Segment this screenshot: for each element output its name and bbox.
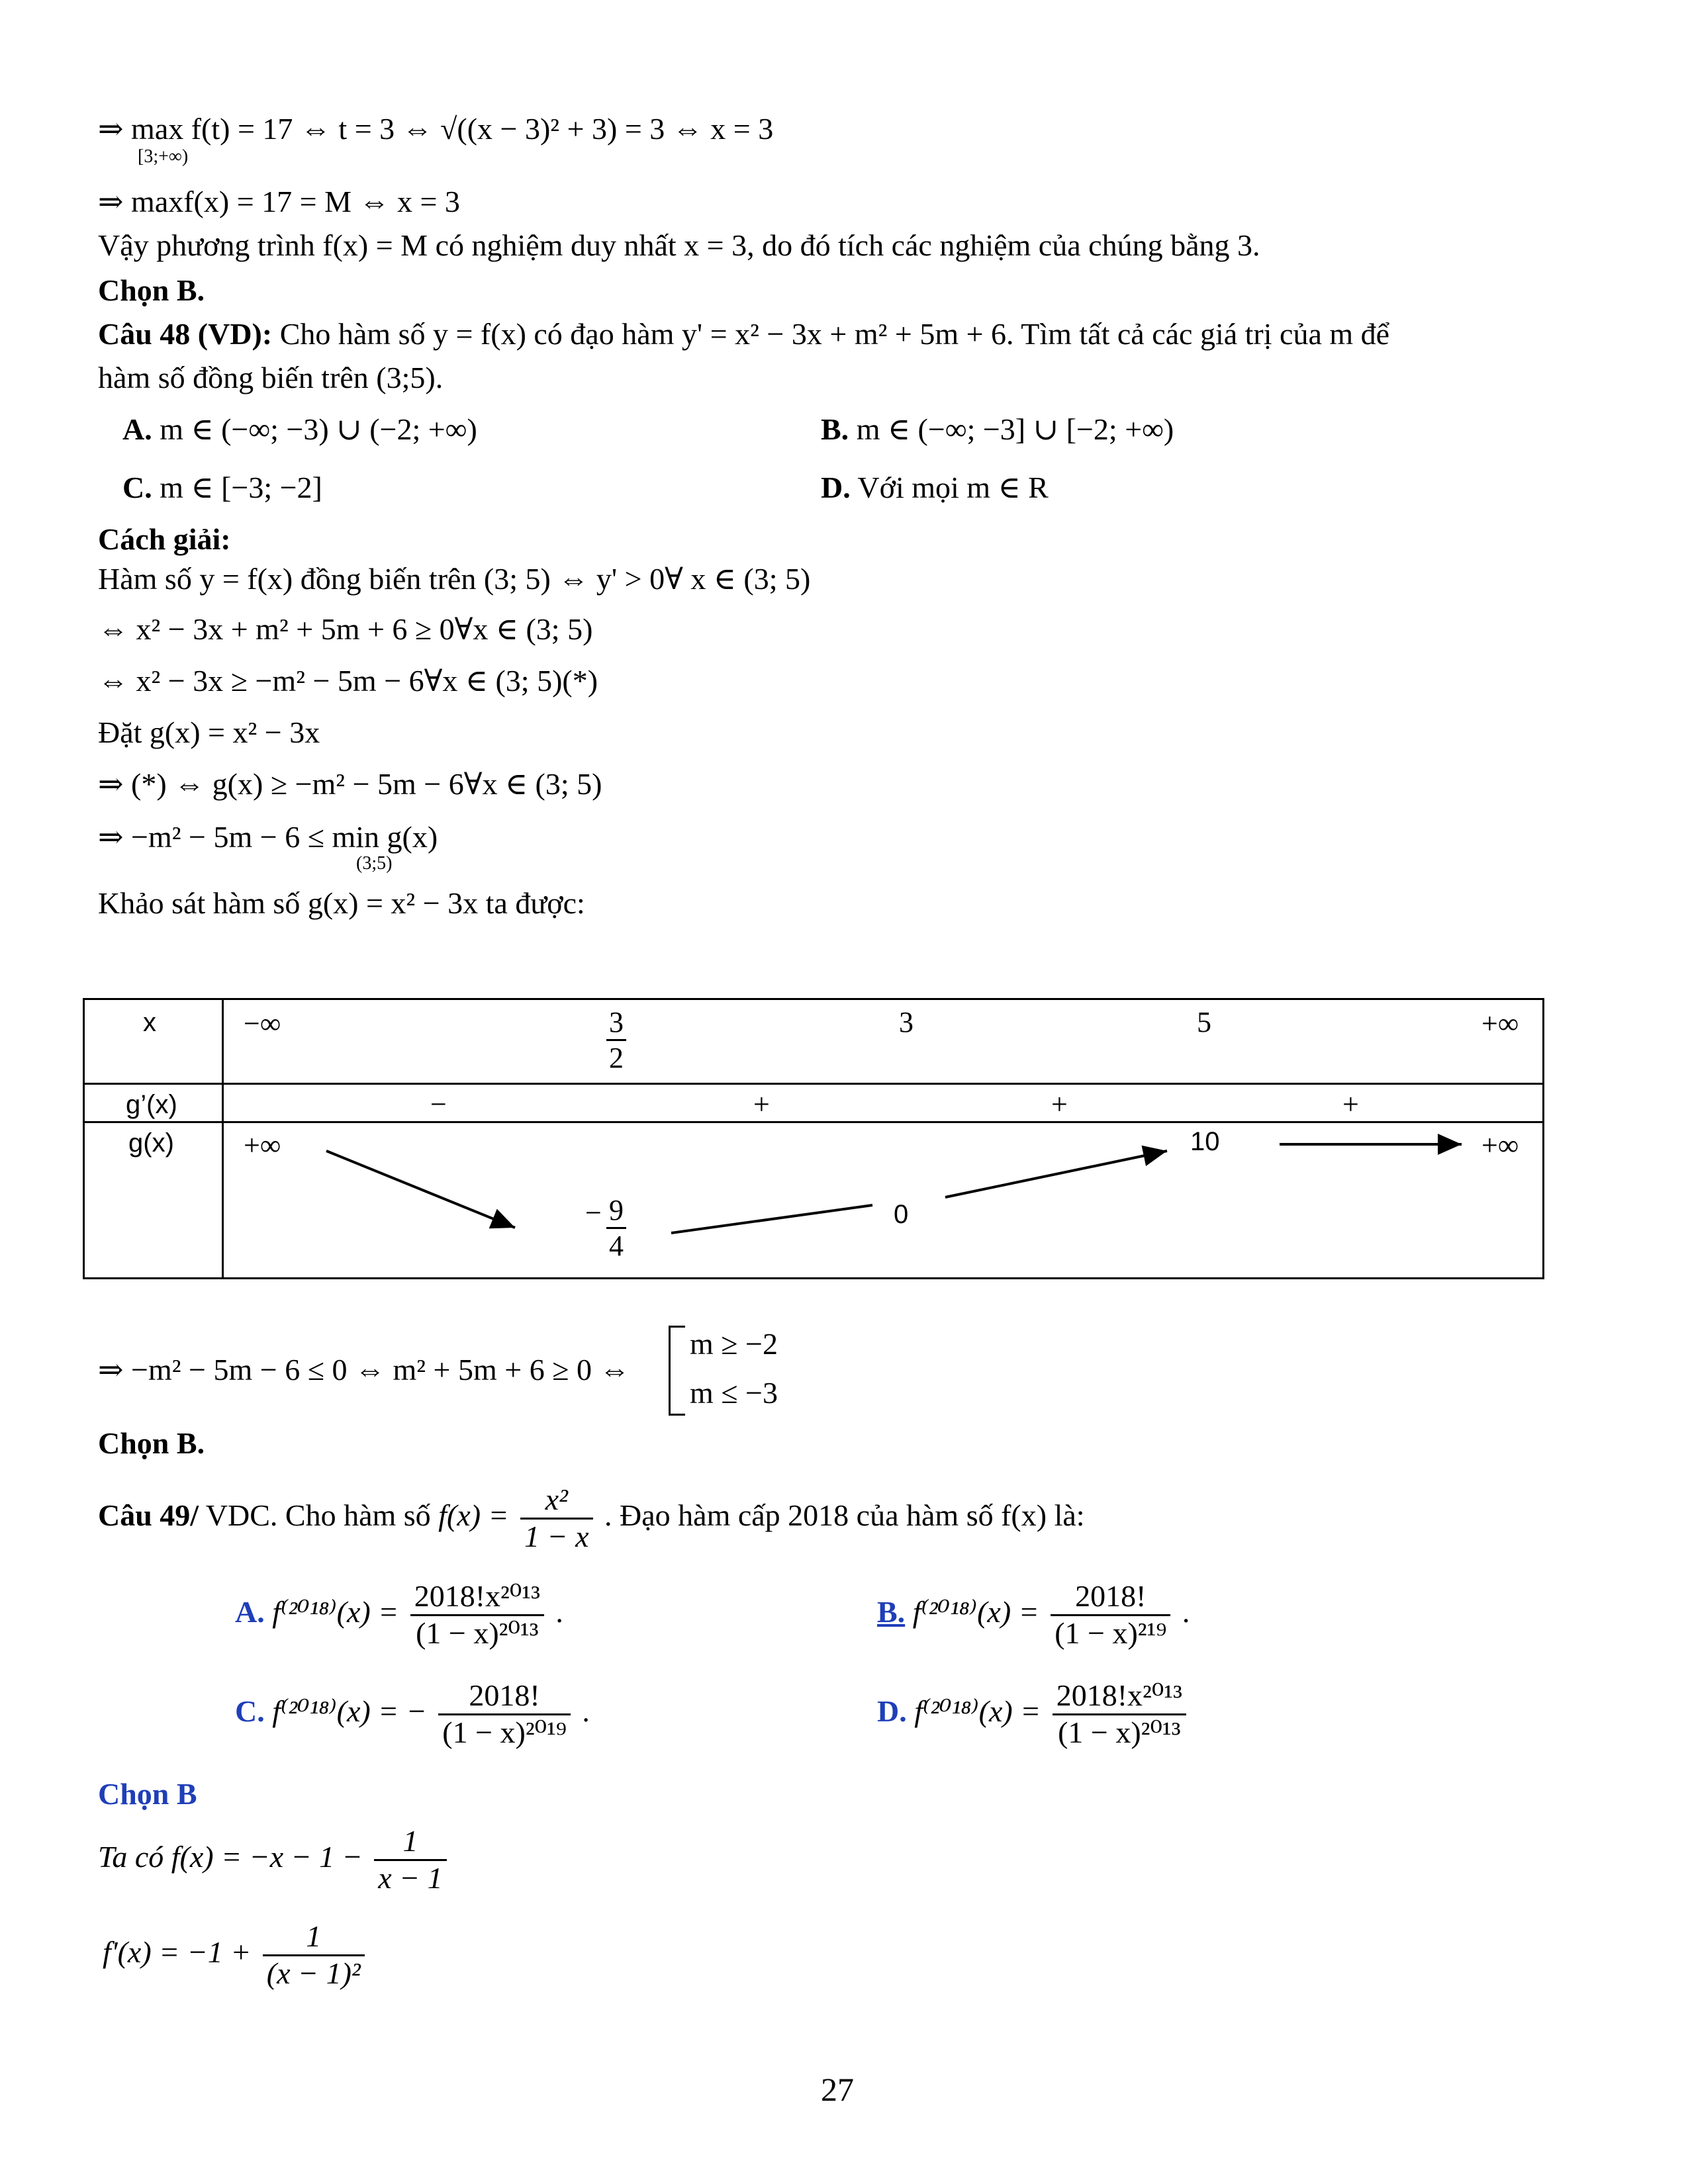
q49-label: Câu 49/	[98, 1498, 199, 1532]
row-x-label: x	[143, 1008, 156, 1037]
q49-b-label: B.	[877, 1594, 906, 1629]
derivative-den: (x − 1)²	[266, 1956, 361, 1990]
arrow-decrease	[326, 1151, 515, 1228]
q49-b-frac	[1051, 1579, 1170, 1651]
q49-option-b	[877, 1579, 1190, 1651]
q48-option-d	[821, 471, 1049, 505]
q49-c-label: C.	[235, 1694, 265, 1728]
q49-a-label: A.	[235, 1594, 265, 1629]
option-b-text: m ∈ (−∞; −3] ∪ [−2; +∞)	[856, 412, 1174, 446]
option-d-text: Với mọi m ∈ R	[857, 471, 1049, 504]
arrow-increase-1	[671, 1205, 872, 1233]
line-max-ft-subscript: [3;+∞)	[138, 146, 189, 167]
line-max-fx: ⇒ maxf(x) = 17 = M ⇔ x = 3	[98, 185, 460, 218]
solution-step-6: ⇒ −m² − 5m − 6 ≤ min g(x)	[98, 820, 438, 854]
ta-co-frac	[374, 1824, 446, 1896]
x-frac-den: 2	[609, 1042, 624, 1074]
ta-co-line	[98, 1824, 451, 1896]
q48-option-b	[821, 413, 1174, 447]
line-max-ft-text: ⇒ max f(t) = 17 ⇔ t = 3 ⇔ √((x − 3)² + 3) = 3 ⇔ x = 3	[98, 112, 774, 146]
ta-co-lhs: Ta có f(x) = −x − 1 −	[98, 1839, 363, 1874]
arrow-increase-2	[945, 1151, 1167, 1197]
q49-d-lhs: f⁽²⁰¹⁸⁾(x) =	[914, 1694, 1041, 1728]
g-value-pos-inf-right: +∞	[1481, 1129, 1519, 1161]
conclusion-sentence: Vậy phương trình f(x) = M có nghiệm duy nhất x = 3, do đó tích các nghiệm của chúng bằng 3.	[98, 228, 1260, 262]
g-value-10: 10	[1190, 1127, 1220, 1156]
bracket	[669, 1326, 685, 1416]
q48-line1	[98, 318, 1389, 351]
q49-d-num: 2018!x²⁰¹³	[1053, 1678, 1186, 1715]
q49-d-label: D.	[877, 1694, 907, 1728]
row-gprime-header	[84, 1084, 223, 1122]
x-value-three-halves	[606, 1005, 626, 1075]
q49-c-den: (1 − x)²⁰¹⁹	[442, 1715, 567, 1749]
q49-c-lhs: f⁽²⁰¹⁸⁾(x) = −	[272, 1694, 427, 1728]
q49-a-den: (1 − x)²⁰¹³	[416, 1615, 539, 1650]
x-value-5: 5	[1197, 1006, 1211, 1038]
q49-c-num: 2018!	[438, 1678, 571, 1715]
row-g-header	[84, 1122, 223, 1279]
q49-fraction	[520, 1482, 592, 1555]
row-x-values	[223, 999, 1544, 1084]
derivative-line	[103, 1919, 369, 1991]
solution-step-7: Khảo sát hàm số g(x) = x² − 3x ta được:	[98, 886, 585, 920]
q49-c-dot: .	[582, 1694, 590, 1728]
derivative-frac	[263, 1919, 365, 1991]
q49-den: 1 − x	[524, 1519, 589, 1553]
q49-b-den: (1 − x)²¹⁹	[1055, 1615, 1167, 1650]
line-max-ft	[98, 113, 773, 146]
sign-3: +	[1051, 1088, 1068, 1120]
solution-step-3: ⇔ x² − 3x ≥ −m² − 5m − 6∀x ∈ (3; 5)(*)	[98, 664, 598, 698]
q49-c-frac	[438, 1678, 571, 1751]
variation-arrows	[224, 1123, 1548, 1279]
sign-2: +	[753, 1088, 770, 1120]
x-value-neg-inf: −∞	[244, 1007, 281, 1040]
answer-choice-2: Chọn B.	[98, 1426, 205, 1460]
q49-text2: . Đạo hàm cấp 2018 của hàm số f(x) là:	[604, 1498, 1085, 1532]
option-b-label: B.	[821, 412, 849, 446]
g-value-0: 0	[894, 1200, 909, 1229]
derivative-num: 1	[263, 1919, 365, 1956]
option-a-label: A.	[122, 412, 152, 446]
g-value-pos-inf-left: +∞	[244, 1129, 281, 1161]
q49-num: x²	[520, 1482, 592, 1520]
row-x-header	[84, 999, 223, 1084]
solution-step-2: ⇔ x² − 3x + m² + 5m + 6 ≥ 0∀x ∈ (3; 5)	[98, 612, 593, 646]
row-g-label: g(x)	[128, 1128, 174, 1158]
option-c-label: C.	[122, 471, 152, 504]
q49-f: f(x) =	[438, 1498, 509, 1532]
q49-a-num: 2018!x²⁰¹³	[410, 1579, 544, 1616]
sign-4: +	[1342, 1088, 1359, 1120]
q48-option-c	[122, 471, 322, 505]
conclusion-line: ⇒ −m² − 5m − 6 ≤ 0 ⇔ m² + 5m + 6 ≥ 0 ⇔	[98, 1353, 630, 1387]
q48-option-a	[122, 413, 477, 447]
row-g-values	[223, 1122, 1544, 1279]
q49-d-frac	[1053, 1678, 1186, 1751]
solution-step-4: Đặt g(x) = x² − 3x	[98, 715, 320, 749]
q49-b-lhs: f⁽²⁰¹⁸⁾(x) =	[912, 1594, 1039, 1629]
answer-choice-3: Chọn B	[98, 1777, 197, 1811]
solution-step-5: ⇒ (*) ⇔ g(x) ≥ −m² − 5m − 6∀x ∈ (3; 5)	[98, 767, 602, 801]
derivative-lhs: f'(x) = −1 +	[103, 1934, 252, 1969]
q49-option-d	[877, 1678, 1190, 1751]
answer-choice-1: Chọn B.	[98, 273, 205, 307]
row-gprime-values	[223, 1084, 1544, 1122]
option-c-text: m ∈ [−3; −2]	[160, 471, 322, 504]
conclusion-case-1: m ≥ −2	[690, 1327, 778, 1361]
q49-a-lhs: f⁽²⁰¹⁸⁾(x) =	[272, 1594, 399, 1629]
q48-label: Câu 48 (VD):	[98, 317, 273, 351]
sign-1: −	[430, 1088, 447, 1120]
x-frac-num: 3	[606, 1005, 626, 1041]
q49-a-dot: .	[555, 1594, 563, 1629]
g-min-num: 9	[606, 1193, 626, 1229]
q49-line	[98, 1482, 1085, 1555]
ta-co-num: 1	[374, 1824, 446, 1861]
conclusion-case-2: m ≤ −3	[690, 1376, 778, 1410]
q49-b-num: 2018!	[1051, 1579, 1170, 1616]
solution-step-6-subscript: (3;5)	[356, 853, 393, 874]
q49-b-dot: .	[1182, 1594, 1190, 1629]
q49-d-den: (1 − x)²⁰¹³	[1058, 1715, 1181, 1749]
option-d-label: D.	[821, 471, 851, 504]
g-min-den: 4	[609, 1230, 624, 1262]
q48-text1: Cho hàm số y = f(x) có đạo hàm y' = x² − 3x + m² + 5m + 6. Tìm tất cả các giá trị của m để	[279, 317, 1390, 351]
solution-step-1: Hàm số y = f(x) đồng biến trên (3; 5) ⇔ y' > 0∀ x ∈ (3; 5)	[98, 562, 811, 596]
q49-text1: VDC. Cho hàm số	[205, 1498, 431, 1532]
variation-table	[83, 998, 1544, 1279]
solution-title: Cách giải:	[98, 522, 231, 556]
page-number: 27	[821, 2071, 854, 2108]
ta-co-den: x − 1	[378, 1860, 443, 1895]
row-gprime-label: g’(x)	[126, 1090, 177, 1119]
q49-a-frac	[410, 1579, 544, 1651]
x-value-3: 3	[899, 1006, 914, 1038]
g-min-minus-sign: −	[585, 1197, 602, 1229]
q49-option-a	[235, 1579, 563, 1651]
option-a-text: m ∈ (−∞; −3) ∪ (−2; +∞)	[160, 412, 477, 446]
q49-option-c	[235, 1678, 590, 1751]
x-value-pos-inf: +∞	[1481, 1007, 1519, 1040]
q48-line2: hàm số đồng biến trên (3;5).	[98, 361, 444, 394]
